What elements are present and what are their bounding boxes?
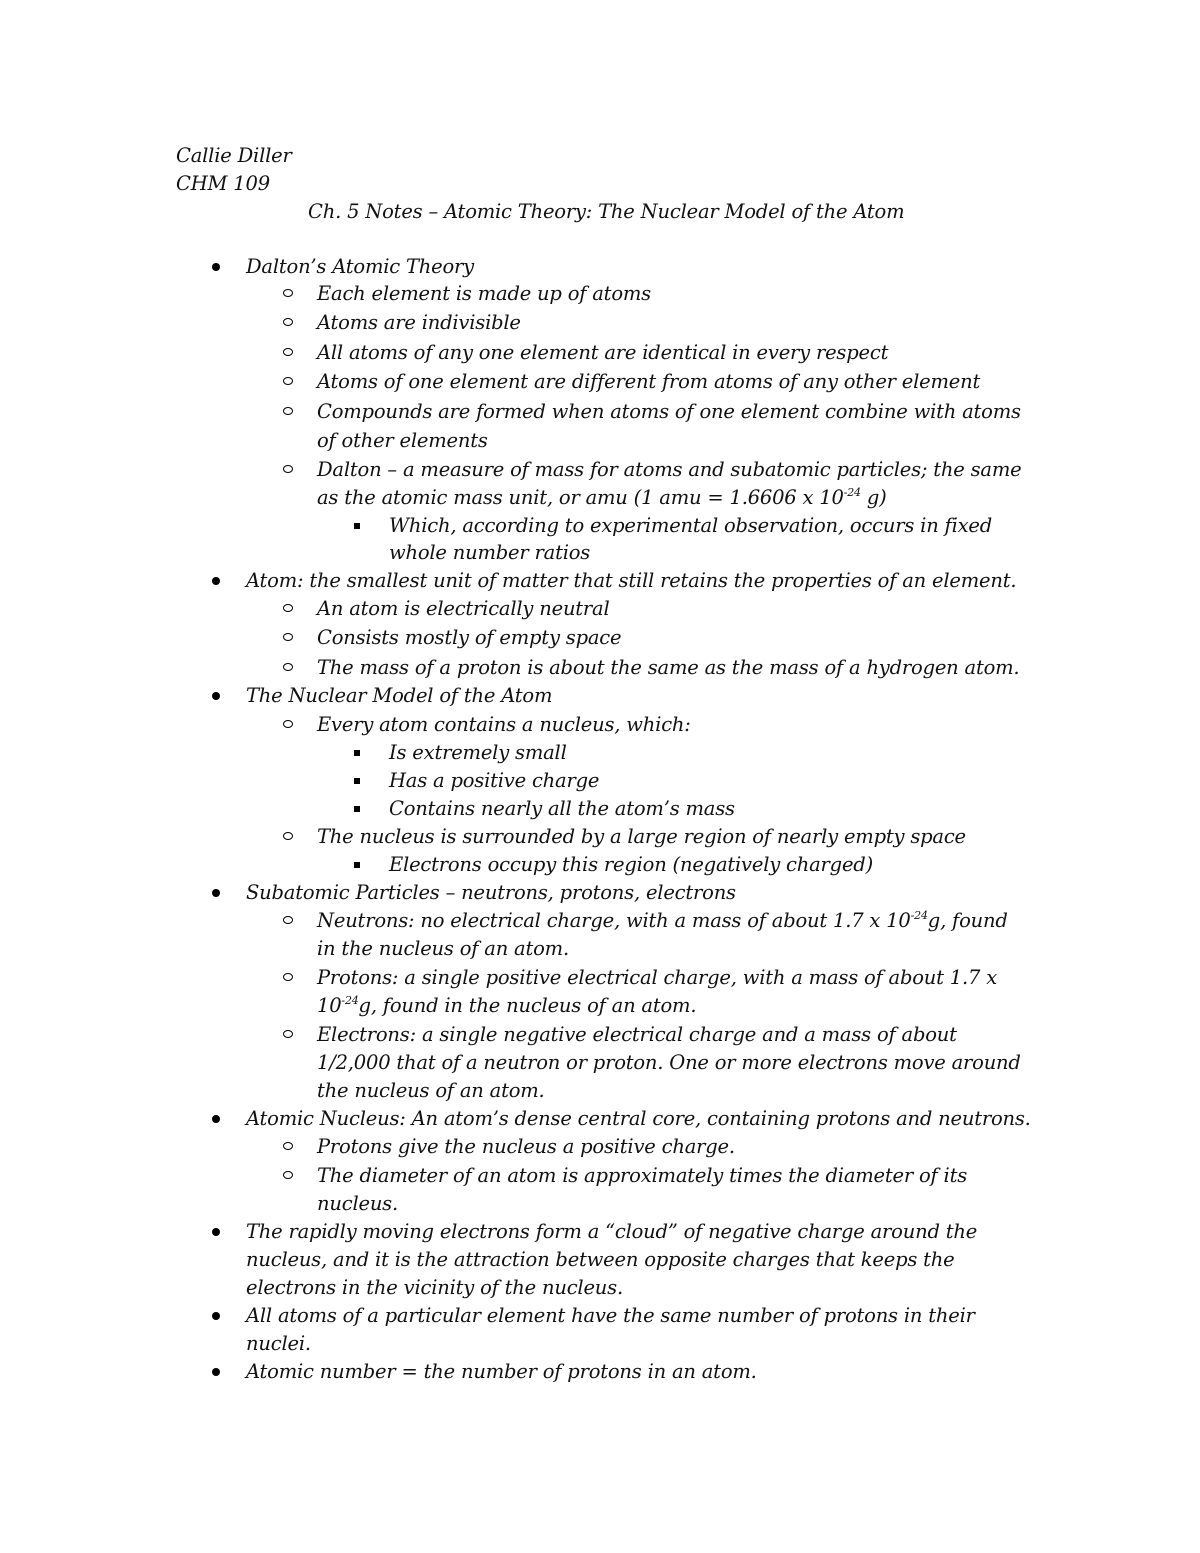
list-item-continued: nucleus, and it is the attraction between opposite charges that keeps the xyxy=(246,1248,955,1271)
bullet-circle-icon xyxy=(283,713,293,737)
amu-unit: g) xyxy=(860,486,887,509)
list-item-nucleus-heading: Atomic Nucleus: An atom’s dense central core, containing protons and neutrons. xyxy=(246,1107,1031,1130)
list-item-nuclear-model-heading: The Nuclear Model of the Atom xyxy=(246,684,553,707)
list-item: Protons give the nucleus a positive charge. xyxy=(317,1135,735,1158)
bullet-circle-icon xyxy=(283,966,293,990)
bullet-square-icon xyxy=(354,514,360,538)
bullet-circle-icon xyxy=(283,825,293,849)
bullet-square-icon xyxy=(354,853,360,877)
bullet-disc-icon xyxy=(212,1220,220,1244)
list-item-same-protons: All atoms of a particular element have the same number of protons in their xyxy=(246,1304,975,1327)
list-item-continued: electrons in the vicinity of the nucleus. xyxy=(246,1276,623,1299)
exponent: -24 xyxy=(341,994,359,1007)
bullet-circle-icon xyxy=(283,458,293,482)
bullet-circle-icon xyxy=(283,400,293,424)
list-item-continued: whole number ratios xyxy=(389,541,591,564)
list-item: The nucleus is surrounded by a large region of nearly empty space xyxy=(317,825,966,848)
list-item-dalton-heading: Dalton’s Atomic Theory xyxy=(246,255,474,278)
bullet-circle-icon xyxy=(283,1135,293,1159)
bullet-circle-icon xyxy=(283,341,293,365)
list-item-continued: in the nucleus of an atom. xyxy=(317,937,569,960)
list-item: An atom is electrically neutral xyxy=(317,597,610,620)
exponent: -24 xyxy=(910,909,928,922)
amu-text: as the atomic mass unit, or amu (1 amu = 1.6606 x 10 xyxy=(317,486,844,509)
list-item-cloud: The rapidly moving electrons form a “cloud” of negative charge around the xyxy=(246,1220,978,1243)
list-item: The mass of a proton is about the same as the mass of a hydrogen atom. xyxy=(317,656,1020,679)
list-item: Consists mostly of empty space xyxy=(317,626,622,649)
list-item: Atoms are indivisible xyxy=(317,311,521,334)
list-item-atom-heading: Atom: the smallest unit of matter that still retains the properties of an element. xyxy=(246,569,1017,592)
list-item: Contains nearly all the atom’s mass xyxy=(389,797,735,820)
list-item-subatomic-heading: Subatomic Particles – neutrons, protons, electrons xyxy=(246,881,736,904)
bullet-circle-icon xyxy=(283,370,293,394)
bullet-circle-icon xyxy=(283,626,293,650)
list-item-protons: Protons: a single positive electrical charge, with a mass of about 1.7 x xyxy=(317,966,998,989)
bullet-square-icon xyxy=(354,769,360,793)
exponent: -24 xyxy=(843,486,861,499)
course-code: CHM 109 xyxy=(176,172,270,195)
list-item-continued: the nucleus of an atom. xyxy=(317,1079,545,1102)
bullet-disc-icon xyxy=(212,1107,220,1131)
list-item: Dalton – a measure of mass for atoms and subatomic particles; the same xyxy=(317,458,1022,481)
list-item-atomic-number: Atomic number = the number of protons in an atom. xyxy=(246,1360,757,1383)
list-item: The diameter of an atom is approximately times the diameter of its xyxy=(317,1164,968,1187)
bullet-circle-icon xyxy=(283,656,293,680)
list-item-neutrons xyxy=(317,909,1008,933)
list-item: Is extremely small xyxy=(389,741,567,764)
bullet-circle-icon xyxy=(283,1164,293,1188)
bullet-circle-icon xyxy=(283,1023,293,1047)
bullet-square-icon xyxy=(354,797,360,821)
list-item-electrons: Electrons: a single negative electrical charge and a mass of about xyxy=(317,1023,957,1046)
list-item: Every atom contains a nucleus, which: xyxy=(317,713,691,736)
bullet-disc-icon xyxy=(212,881,220,905)
bullet-disc-icon xyxy=(212,255,220,279)
bullet-circle-icon xyxy=(283,597,293,621)
list-item: Which, according to experimental observation, occurs in fixed xyxy=(389,514,993,537)
bullet-disc-icon xyxy=(212,1304,220,1328)
list-item: Electrons occupy this region (negatively charged) xyxy=(389,853,873,876)
page-title: Ch. 5 Notes – Atomic Theory: The Nuclear Model of the Atom xyxy=(308,200,905,223)
list-item-continued: 1/2,000 that of a neutron or proton. One or more electrons move around xyxy=(317,1051,1021,1074)
list-item-continued: nuclei. xyxy=(246,1332,311,1355)
list-item-continued: nucleus. xyxy=(317,1192,398,1215)
neutrons-text: Neutrons: no electrical charge, with a mass of about 1.7 x 10 xyxy=(317,909,911,932)
list-item: Atoms of one element are different from atoms of any other element xyxy=(317,370,981,393)
bullet-circle-icon xyxy=(283,909,293,933)
list-item-continued xyxy=(317,994,696,1018)
bullet-square-icon xyxy=(354,741,360,765)
list-item-continued: of other elements xyxy=(317,429,488,452)
protons-text-end: g, found in the nucleus of an atom. xyxy=(358,994,697,1017)
list-item: Has a positive charge xyxy=(389,769,600,792)
author-name: Callie Diller xyxy=(176,144,292,167)
bullet-circle-icon xyxy=(283,282,293,306)
protons-text: 10 xyxy=(317,994,342,1017)
list-item-continued xyxy=(317,486,887,510)
list-item: Each element is made up of atoms xyxy=(317,282,651,305)
bullet-circle-icon xyxy=(283,311,293,335)
bullet-disc-icon xyxy=(212,1360,220,1384)
list-item: All atoms of any one element are identical in every respect xyxy=(317,341,889,364)
bullet-disc-icon xyxy=(212,569,220,593)
bullet-disc-icon xyxy=(212,684,220,708)
neutrons-text-end: g, found xyxy=(927,909,1008,932)
list-item: Compounds are formed when atoms of one element combine with atoms xyxy=(317,400,1021,423)
